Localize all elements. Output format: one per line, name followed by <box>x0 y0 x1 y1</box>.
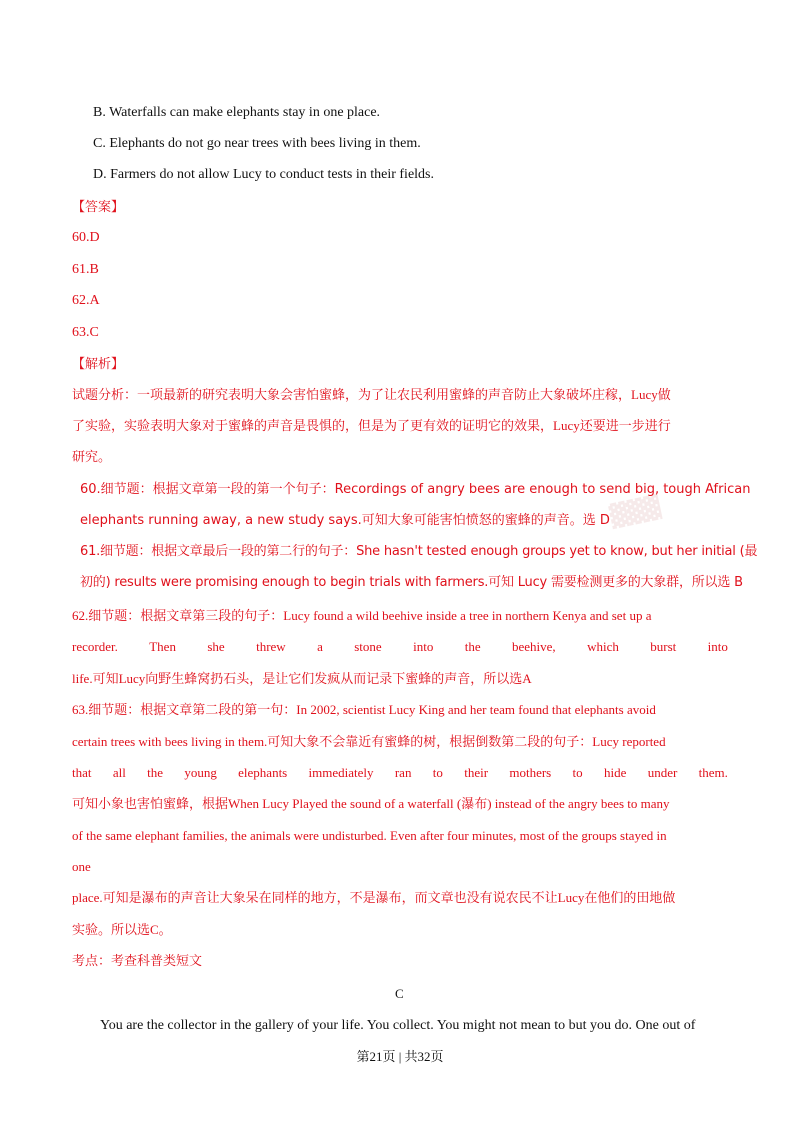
justified-word: young <box>184 765 217 780</box>
q63-line: certain trees with bees living in them.可知大象不会靠近有蜜蜂的树，根据倒数第二段的句子：Lucy reported <box>72 734 666 749</box>
answer-item: 62.A <box>72 293 100 308</box>
answer-heading: 【答案】 <box>72 199 125 214</box>
q63-line: 实验。所以选C。 <box>72 922 172 937</box>
q63-line: place.可知是瀑布的声音让大象呆在同样的地方，不是瀑布，而文章也没有说农民不让Lucy在他们的田地做 <box>72 890 676 905</box>
watermark: ▓▓▓ <box>607 494 663 531</box>
q62-line: 62.细节题：根据文章第三段的句子：Lucy found a wild beehive inside a tree in northern Kenya and set up a <box>72 608 652 623</box>
q62-justified-line <box>72 638 728 656</box>
q61-line: 初的) results were promising enough to begin trials with farmers.可知 Lucy 需要检测更多的大象群，所以选 B <box>80 575 743 590</box>
justified-word: she <box>207 639 225 654</box>
q61-line: 61.细节题：根据文章最后一段的第二行的句子：She hasn't tested enough groups yet to know, but her initial (最 <box>80 544 758 559</box>
justified-word: recorder. <box>72 639 118 654</box>
q63-line: one <box>72 859 91 874</box>
justified-word: immediately <box>308 765 374 780</box>
q60-line: 60.细节题：根据文章第一段的第一个句子：Recordings of angry bees are enough to send big, tough African <box>80 482 751 497</box>
justified-word: to <box>572 765 583 780</box>
justified-word: the <box>464 639 481 654</box>
justified-word: ran <box>394 765 412 780</box>
analysis-summary-line: 研究。 <box>72 449 112 464</box>
justified-word: to <box>432 765 443 780</box>
topic-line: 考点：考查科普类短文 <box>72 953 203 968</box>
passage-first-line: You are the collector in the gallery of your life. You collect. You might not mean to but you do. One out of <box>100 1018 696 1033</box>
justified-word: the <box>147 765 164 780</box>
justified-word: under <box>647 765 678 780</box>
answer-item: 63.C <box>72 325 99 340</box>
option-d: D. Farmers do not allow Lucy to conduct tests in their fields. <box>93 167 434 182</box>
justified-word: into <box>707 639 728 654</box>
justified-word: which <box>587 639 619 654</box>
q63-justified-line <box>72 764 728 782</box>
justified-word: threw <box>256 639 286 654</box>
justified-word: stone <box>354 639 382 654</box>
q63-line: of the same elephant families, the animals were undisturbed. Even after four minutes, most of the groups stayed in <box>72 828 667 843</box>
option-b: B. Waterfalls can make elephants stay in one place. <box>93 105 381 120</box>
answer-item: 60.D <box>72 230 100 245</box>
justified-word: all <box>112 765 126 780</box>
justified-word: elephants <box>238 765 288 780</box>
option-c: C. Elephants do not go near trees with bees living in them. <box>93 136 421 151</box>
page-footer: 第21页 | 共32页 <box>356 1049 444 1064</box>
answer-item: 61.B <box>72 262 99 277</box>
q60-line: elephants running away, a new study says.可知大象可能害怕愤怒的蜜蜂的声音。选 D <box>80 513 610 528</box>
analysis-heading: 【解析】 <box>72 356 125 371</box>
justified-word: hide <box>603 765 627 780</box>
analysis-summary-line: 了实验，实验表明大象对于蜜蜂的声音是畏惧的，但是为了更有效的证明它的效果，Lucy还要进一步进行 <box>72 418 671 433</box>
justified-word: into <box>413 639 434 654</box>
justified-word: beehive, <box>512 639 556 654</box>
justified-word: mothers <box>509 765 552 780</box>
justified-word: their <box>464 765 489 780</box>
justified-word: Then <box>149 639 176 654</box>
justified-word: that <box>72 765 92 780</box>
justified-word: them. <box>698 765 728 780</box>
q62-line: life.可知Lucy向野生蜂窝扔石头，是让它们发疯从而记录下蜜蜂的声音，所以选A <box>72 671 532 686</box>
justified-word: burst <box>650 639 677 654</box>
q63-line: 63.细节题：根据文章第二段的第一句：In 2002, scientist Lucy King and her team found that elephants avoid <box>72 702 656 717</box>
q63-line: 可知小象也害怕蜜蜂，根据When Lucy Played the sound of a waterfall (瀑布) instead of the angry bees to many <box>72 796 670 811</box>
justified-word: a <box>317 639 323 654</box>
passage-label: C <box>395 986 404 1001</box>
analysis-summary-line: 试题分析：一项最新的研究表明大象会害怕蜜蜂，为了让农民利用蜜蜂的声音防止大象破坏庄稼，Lucy做 <box>72 387 671 402</box>
